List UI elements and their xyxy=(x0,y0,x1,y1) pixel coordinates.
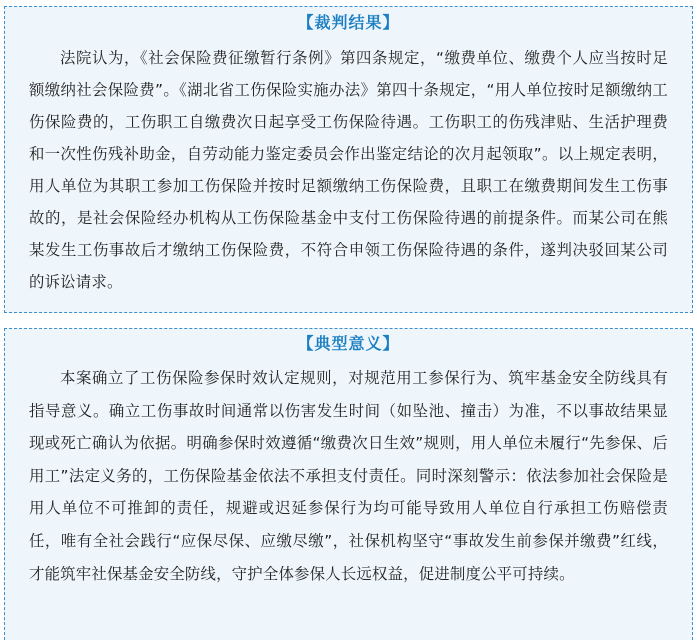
significance-paragraph: 本案确立了工伤保险参保时效认定规则，对规范用工参保行为、筑牢基金安全防线具有指导意义。确立工伤事故时间通常以伤害发生时间（如坠池、撞击）为准，不以事故结果显现或死亡确认为依据。明确参保时效遵循“缴费次日生效”规则，用人单位未履行“先参保、后用工”法定义务的，工伤保险基金依法不承担支付责任。同时深刻警示：依法参加社会保险是用人单位不可推卸的责任，规避或迟延参保行为均可能导致用人单位自行承担工伤赔偿责任，唯有全社会践行“应保尽保、应缴尽缴”，社保机构坚守“事故发生前参保并缴费”红线，才能筑牢社保基金安全防线，守护全体参保人长远权益，促进制度公平可持续。 xyxy=(29,369,668,583)
significance-heading: 【典型意义】 xyxy=(297,334,400,353)
ruling-heading: 【裁判结果】 xyxy=(297,13,400,32)
significance-section xyxy=(4,328,693,640)
ruling-section xyxy=(4,6,693,313)
ruling-paragraph: 法院认为，《社会保险费征缴暂行条例》第四条规定，“缴费单位、缴费个人应当按时足额缴纳社会保险费”。《湖北省工伤保险实施办法》第四十条规定，“用人单位按时足额缴纳工伤保险费的，工伤职工自缴费次日起享受工伤保险待遇。工伤职工的伤残津贴、生活护理费和一次性伤残补助金，自劳动能力鉴定委员会作出鉴定结论的次月起领取”。以上规定表明，用人单位为其职工参加工伤保险并按时足额缴纳工伤保险费，且职工在缴费期间发生工伤事故的，是社会保险经办机构从工伤保险基金中支付工伤保险待遇的前提条件。而某公司在熊某发生工伤事故后才缴纳工伤保险费，不符合申领工伤保险待遇的条件，遂判决驳回某公司的诉讼请求。 xyxy=(29,49,668,291)
